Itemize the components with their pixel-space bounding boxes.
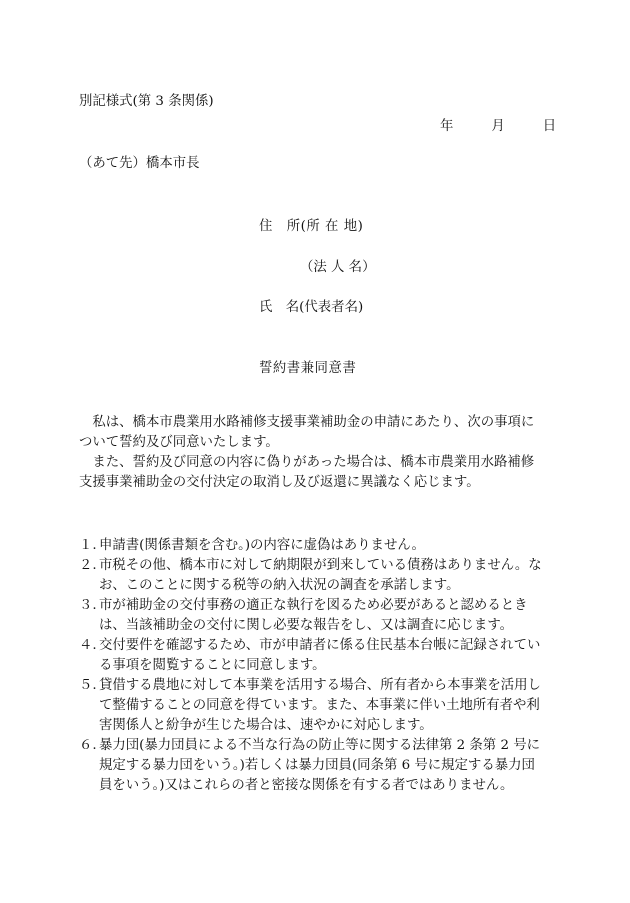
list-item — [79, 556, 547, 596]
item-number: ５. — [79, 678, 97, 693]
document-title: 誓約書兼同意書 — [259, 361, 357, 376]
form-label: 別記様式(第 3 条関係) — [79, 94, 214, 109]
paragraph-falsehood: また、誓約及び同意の内容に偽りがあった場合は、橋本市農業用水路補修支援事業補助金の交付決定の取消し及び返還に異議なく応じます。 — [79, 455, 535, 490]
item-number: ２. — [79, 558, 97, 573]
list-item — [79, 676, 547, 736]
name-label: 氏 名(代表者名) — [259, 300, 364, 315]
list-item — [79, 536, 547, 556]
item-text: 市が補助金の交付事務の適正な執行を図るため必要があると認めるときは、当該補助金の交付に関し必要な報告をし、又は調査に応じます。 — [99, 598, 528, 633]
list-item — [79, 736, 547, 796]
list-item — [79, 636, 547, 676]
item-text: 交付要件を確認するため、市が申請者に係る住民基本台帳に記録されている事項を閲覧することに同意します。 — [99, 638, 541, 673]
date-day: 日 — [542, 119, 557, 134]
item-text: 暴力団(暴力団員による不当な行為の防止等に関する法律第 2 条第 2 号に規定する暴力団をいう。)若しくは暴力団員(同条第 6 号に規定する暴力団員をいう。)又はこれらの者と密接な関係を有する者ではありません。 — [99, 738, 541, 793]
corporation-label: （法 人 名） — [300, 260, 376, 275]
item-text: 申請書(関係書類を含む。)の内容に虚偽はありません。 — [99, 538, 425, 553]
date-month: 月 — [491, 119, 505, 134]
pledge-list — [79, 536, 547, 796]
date-line — [440, 115, 556, 134]
item-text: 市税その他、橋本市に対して納期限が到来している債務はありません。なお、このことに関する税等の納入状況の調査を承諾します。 — [99, 558, 542, 593]
item-number: ４. — [79, 638, 97, 653]
address-label: 住 所(所 在 地) — [259, 219, 364, 234]
item-number: ３. — [79, 598, 97, 613]
item-text: 貸借する農地に対して本事業を活用する場合、所有者から本事業を活用して整備することの同意を得ています。また、本事業に伴い土地所有者や利害関係人と紛争が生じた場合は、速やかに対応します。 — [99, 678, 541, 733]
addressee: （あて先）橋本市長 — [79, 156, 200, 171]
item-number: ６. — [79, 738, 97, 753]
list-item — [79, 596, 547, 636]
date-year: 年 — [440, 119, 454, 134]
item-number: １. — [79, 538, 97, 553]
paragraph-pledge: 私は、橋本市農業用水路補修支援事業補助金の申請にあたり、次の事項について誓約及び同意いたします。 — [79, 415, 535, 450]
